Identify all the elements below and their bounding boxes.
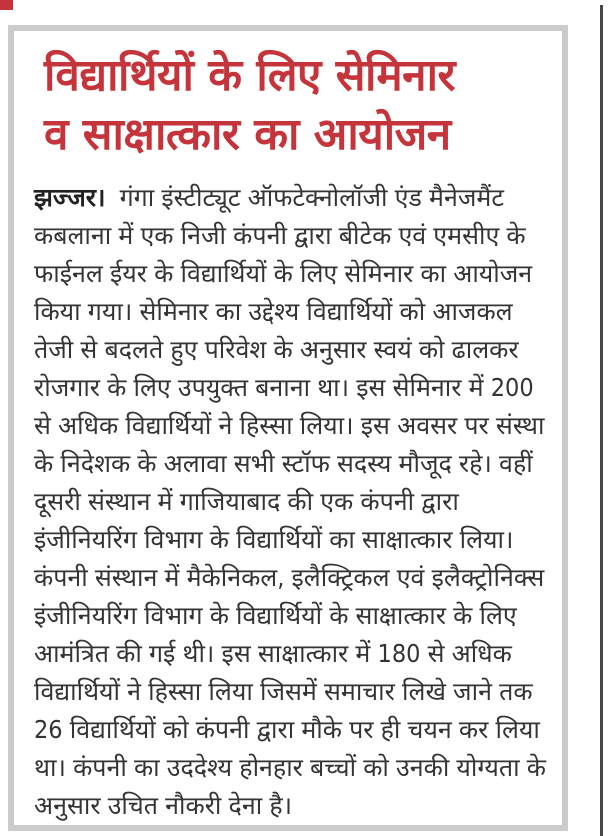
article-body-text: गंगा इंस्टीट्यूट ऑफटेक्नोलॉजी एंड मैनेजमैंट कबलाना में एक निजी कंपनी द्वारा बीटेक एवं एमसीए के फाईनल ईयर के विद्यार्थियों के लिए सेमिनार का आयोजन किया गया। सेमिनार का उद्देश्य विद्यार्थियों को आजकल तेजी से बदलते हुए परिवेश के अनुसार स्वयं को ढालकर रोजगार के लिए उपयुक्त बनाना था। इस सेमिनार में 200 से अधिक विद्यार्थियों ने हिस्सा लिया। इस अवसर पर संस्था के निदेशक के अलावा सभी स्टॉफ सदस्य मौजूद रहे। वहीं दूसरी संस्थान में गाजियाबाद की एक कंपनी द्वारा इंजीनियरिंग विभाग के विद्यार्थियों का साक्षात्कार लिया। कंपनी संस्थान में मैकेनिकल, इलैक्ट्रिकल एवं इलैक्ट्रोनिक्स इंजीनियरिंग विभाग के विद्यार्थियों के साक्षात्कार के लिए आमंत्रित की गई थी। इस साक्षात्कार में 180 से अधिक विद्यार्थियों ने हिस्सा लिया जिसमें समाचार लिखे जाने तक 26 विद्यार्थियों को कंपनी द्वारा मौके पर ही चयन कर लिया था। कंपनी का उददेश्य होनहार बच्चों को उनकी योग्यता के अनुसार उचित नौकरी देना है। (34, 182, 546, 820)
dateline: झज्जर। (34, 182, 106, 212)
headline-line-2: व साक्षात्कार का आयोजन (44, 108, 451, 160)
headline (44, 47, 548, 165)
news-clipping (8, 25, 568, 831)
red-corner-mark (0, 0, 13, 10)
headline-line-1: विद्यार्थियों के लिए सेमिनार (44, 50, 455, 101)
article-body-paragraph (34, 179, 548, 825)
column-rule-divider (600, 5, 603, 836)
